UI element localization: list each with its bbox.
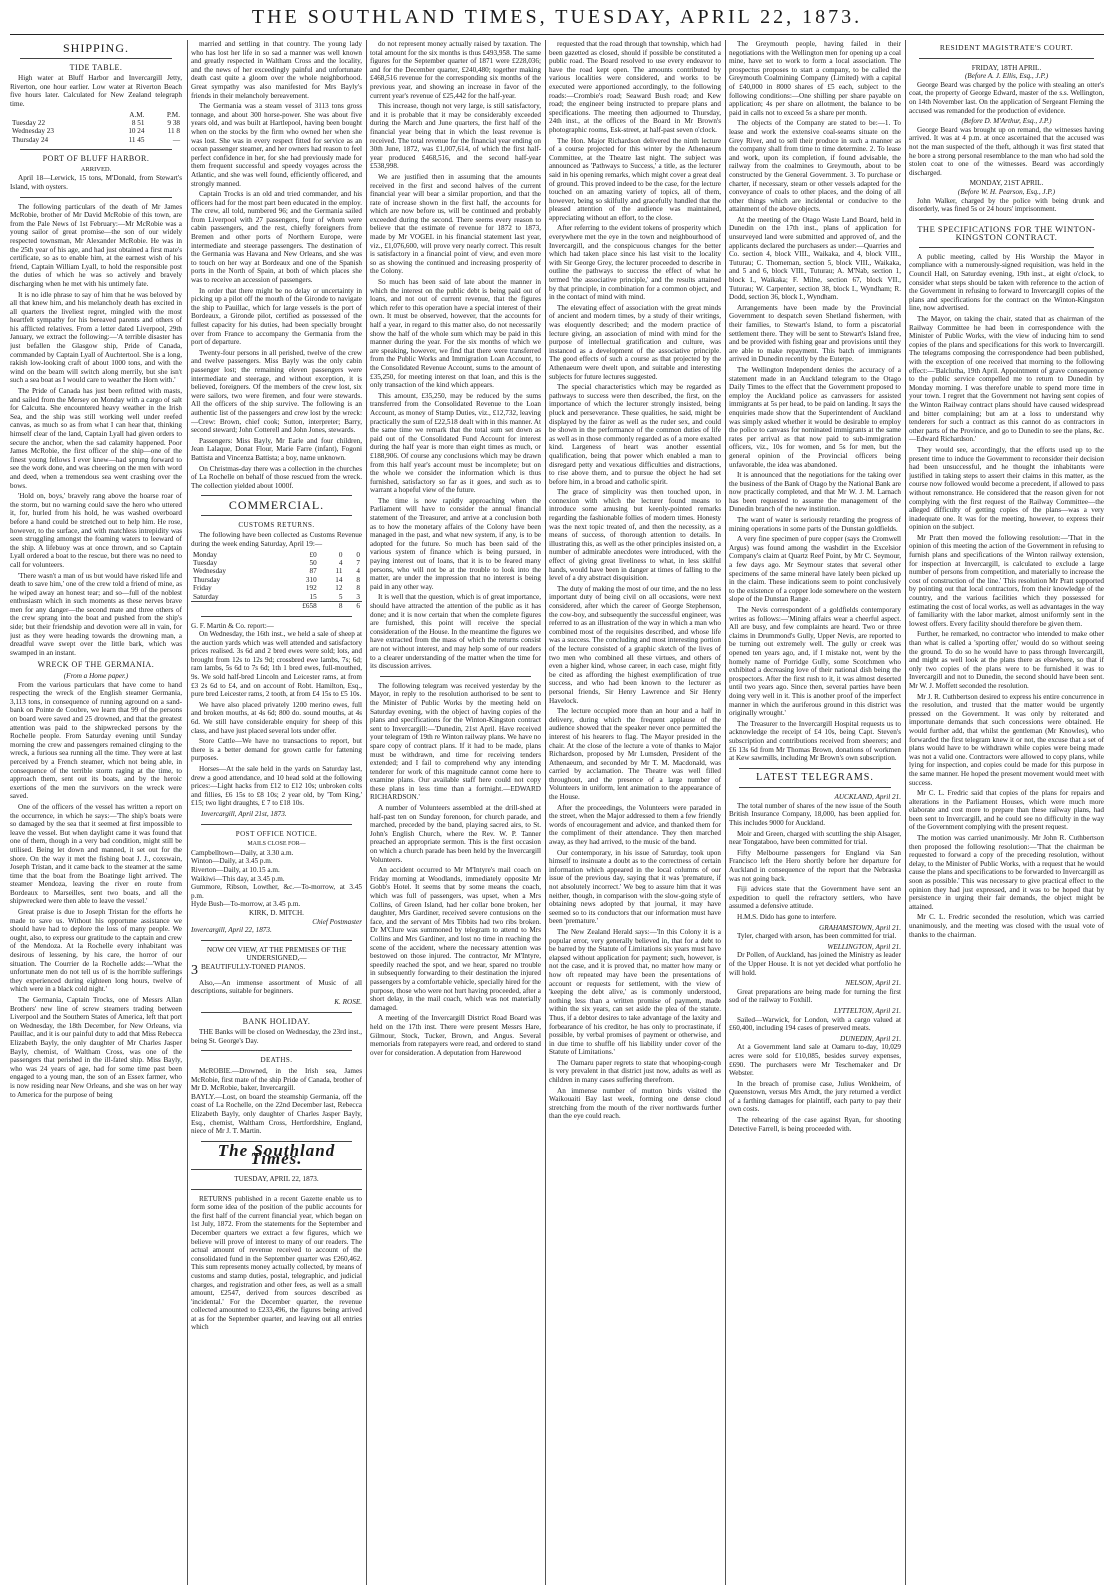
column-2	[191, 40, 362, 1585]
divider	[739, 768, 891, 769]
paragraph: The Hon. Major Richardson delivered the ninth lecture of a course projected for this winter by the Athenaeum Committee, at the Theatre last night. The subject was announced as 'Pathways to Success,' a title, as the lecturer said in his opening remarks, which might cover a great deal of ground. This proved indeed to be the case, for the lecture touched on an amazing variety of topics, all of them, however, being so skilfully and gracefully handled that the pleased attention of the audience was maintained, appreciating without an effort, to the close.	[549, 136, 721, 222]
paragraph: George Beard was charged by the police with stealing an otter's coat, the property of George Edward, master of the s.s. Wellington, on 14th November last. On the application of Sergeant Fleming the accused was remanded for the production of evidence.	[909, 80, 1104, 115]
shipping-heading: SHIPPING.	[62, 41, 129, 55]
tide-intro: High water at Bluff Harbor and Invercargill Jetty, Riverton, one hour earlier. Low water at Riverton Beach five hours later. Calculated for New Zealand telegraph time.	[10, 74, 182, 108]
paragraph: This increase, though not very large, is still satisfactory, and it is probable that it may be considerably exceeded during the March and June quarters, the first half of the financial year being that in which the least revenue is received. The total revenue for the financial year ending on 30th June, 1872, was £1,007,614, of which the first half-year produced £468,516, and the second half-year £538,998.	[370, 102, 541, 171]
pianos-count: 3	[191, 962, 198, 978]
divider	[201, 495, 352, 496]
table-row: Saturday 15 5 3	[193, 592, 360, 601]
court-day: FRIDAY, 18TH APRIL.	[971, 63, 1042, 72]
divider	[201, 940, 352, 941]
pianos-line: BEAUTIFULLY-TONED PIANOS.	[201, 962, 306, 971]
telegram-place: LYTTELTON, April 21.	[834, 1006, 901, 1015]
customs-heading: CUSTOMS RETURNS.	[238, 520, 315, 529]
paragraph: From the various particulars that have come to hand respecting the wreck of the English steamer Germania, 3,113 tons, in consequence of running aground on a sand-bank on Pointe de Coubre, we learn that 99 of the persons on board were saved and 25 drowned, and that the greatest attention was paid to the shipwrecked persons by the Rochelle people. From Saturday evening until Sunday morning the crew and passengers remained clinging to the wreck, a furious sea running all the time. They were at last perceived by a French steamer, which not being able, in consequence of the terrible storm raging at the time, to approach them, sent out its boats, and by the heroic exertions of the men the survivors on the wreck were saved.	[10, 680, 182, 801]
telegram-place: DUNEDIN, April 21.	[840, 1034, 901, 1043]
pianos-heading: NOW ON VIEW, AT THE PREMISES OF THE UNDERSIGNED,—	[206, 945, 347, 963]
court-before: (Before A. J. Ellis, Esq., J.P.)	[964, 72, 1049, 81]
divider	[20, 149, 172, 150]
divider	[201, 824, 352, 825]
paragraph: A public meeting, called by His Worship the Mayor in compliance with a numerously-signed requisition, was held in the Council Hall, on Saturday evening, 19th inst., at eight o'clock, to consider what steps should be taken with reference to the action of the Government in refusing to forward to Invercargill copies of the plans and specifications for the contract on the Winton-Kingston line, now advertised.	[909, 252, 1104, 313]
telegram-place: WELLINGTON, April 21.	[827, 942, 901, 951]
paragraph: Store Cattle—We have no transactions to report, but there is a better demand for grown cattle for fattening purposes.	[191, 737, 362, 763]
paragraph: An immense number of mutton birds visited the Waikouaiti Bay last week, forming one dense cloud stretching from the mouth of the river northwards further than the eye could reach.	[549, 1086, 721, 1121]
paragraph: A meeting of the Invercargill District Road Board was held on the 17th inst. There were present Messrs Hare, Gilmour, Stock, Tucker, Brown, and Angus. Several memorials from ratepayers were read, and ordered to stand over for consideration. A deputation from Harewood	[370, 1014, 541, 1057]
paragraph: The Germania, Captain Trocks, one of Messrs Allan Brothers' new line of screw steamers trading between Liverpool and the Southern States of America, left that port on Wednesday, the 18th December, for New Orleans, via Pauillac, and it is our painful duty to add that Miss Rebecca Elizabeth Bayly, the only daughter of Mr Charles Jasper Bayly, chemist, of Waltham Cross, was one of the passengers that perished in the ill-fated ship. Miss Bayly, who was 24 years of age, had for some time past been engaged to a young man, the son of an Essex farmer, who is now residing near New Orleans, and she was on her way to America for the purpose of being	[10, 996, 182, 1099]
masthead: THE SOUTHLAND TIMES, TUESDAY, APRIL 22, 1873.	[251, 6, 863, 28]
paragraph: A number of Volunteers assembled at the drill-shed at half-past ten on Sunday forenoon, for church parade, and marched, preceded by the band, playing sacred airs, to St. John's English Church, where the Rev. W. P. Tanner preached an appropriate sermon. This is the first occasion on which a church parade has been held by the Invercargill Volunteers.	[370, 804, 541, 864]
paragraph: The time is now rapidly approaching when the Parliament will have to consider the annual financial statement of the Treasurer, and arrive at a conclusion both as to how the monetary affairs of the Colony have been managed in the past, and what new system, if any, is to be adopted for the future. So much has been said of the various system of finance which is being pursued, in paying interest out of loans, that it is to be feared many persons, who will not be at the trouble to look into the matter, are under the impression that no interest is being paid in any other way.	[370, 496, 541, 591]
paragraph: Mr J. R. Cuthbertson desired to express his entire concurrence in the resolution, and trusted that the matter would be urgently pressed on the Government. It was only by reiterated and importunate demands that such concessions were obtained. He would further add, that whilst the gentleman (Mr Knowles), who forwarded the first telegram knew it or not, the excuse that a set of plans would have to be withdrawn while copies were being made was not a valid one. Contractors were allowed to copy plans, while lying for inspection, and copies could be made for this purpose in the same manner. He hoped the present movement would meet with success.	[909, 692, 1104, 787]
court-heading: RESIDENT MAGISTRATE'S COURT.	[939, 43, 1074, 52]
paragraph: The elevating effect of association with the great minds of ancient and modern times, by a study of their writings, was eloquently described; and the modern practice of lecture giving, an association of mind with mind for the purpose of intellectual gratification and culture, was instanced as a development of the associative principle. The good effects of such a course as that projected by the Athenaeum were dwelt upon, and suitable and interesting subjects for future lectures suggested.	[549, 303, 721, 381]
paragraph: It is no idle phrase to say of him that he was beloved by all that knew him, and his melancholy death has excited in all quarters the liveliest regret, mingled with the most heartfelt sympathy for his bereaved parents and others of his afflicted relatives. From a letter dated Liverpool, 29th January, we extract the following:—'A terrible disaster has just befallen the Glasgow ship, Pride of Canada, commanded by Captain Lyall of Auchtertool. She is a long, rakish low-looking craft of about 1000 tons, and with the wind on the beam will switch along merrily, but she isn't such a sea boat as I would care to weather the Horn with.'	[10, 290, 182, 385]
column-1	[10, 40, 182, 1585]
court-before: (Before D. M'Arthur, Esq., J.P.)	[961, 117, 1052, 126]
paragraph: The following telegram was received yesterday by the Mayor, in reply to the resolution authorised to be sent to the Minister of Public Works by the meeting held on Saturday evening, with the object of having copies of the plans and specifications for the Winton-Kingston contract sent to Invercargill:—'Dunedin, 21st April. Have received your telegram of 19th re Winton railway plans. We have no spare copy of contract plans. If it had to be made, plans must be withdrawn, and time for receiving tenders extended; and I fail to comprehend why any intending tenderer for work of this magnitude cannot come here to examine plans. Our available staff here could not copy these plans in less time than a fortnight.—EDWARD RICHARDSON.'	[370, 681, 541, 802]
post-line: Winton—Daily, at 3.45 p.m.	[191, 857, 273, 866]
paragraph: We have also placed privately 1200 merino ewes, full and broken mouths, at 4s 6d; 800 do. sound mouths, at 4s 6d. We still have considerable enquiry for sheep of this class, and have just placed several lots under offer.	[191, 700, 362, 735]
paragraph: An accident occurred to Mr M'Intyre's mail coach on Friday morning at Woodlands, immediately opposite Mr Gobb's Hotel. It seems that by some means the coach, which was full of passengers, was upset, when a Mrs Collins, of Green Island, had her collar bone broken, her daughter, Mrs Gardiner, received severe contusions on the face, and the servant of Mrs Tibbits had two ribs broken. Dr M'Clure was summoned by telegram to attend to Mrs Collins and Mrs Gardiner, and lost no time in reaching the scene of the accident, where the necessary attention was bestowed on those injured. The contractor, Mr M'Intyre, speedily reached the spot, and we hear, spared no trouble in subsequently forwarding to their destination the injured passengers by a comfortable vehicle, specially hired for the purpose, those who were not hurt having proceeded, after a short delay, in the mail coach, which was not materially damaged.	[370, 866, 541, 1012]
paragraph: After the proceedings, the Volunteers were paraded in the street, when the Major addressed to them a few friendly words of encouragement and advice, and thanked them for the compliment of their attendance. They then marched away, as they had arrived, to the music of the band.	[549, 803, 721, 847]
paragraph: The following particulars of the death of Mr James McRobie, brother of Mr David McRobie of this town, are from the Pale News of 1st February:—Mr McRobie was a young sailor of great promise—the son of our widely respected townsman, Mr Alexander McRobie. He was in the 25th year of his age, and had just obtained a first mate's certificate, so as to enable him, at the earnest wish of his friend, Captain William Lyall, to hold the responsible post the duties of which he was so actively and bravely discharging when he met with his untimely fate.	[10, 202, 182, 288]
tide-table-heading: TIDE TABLE.	[69, 62, 123, 72]
paragraph: requested that the road through that township, which had been gazetted as closed, should if possible be constituted a public road. The Board resolved to use every endeavor to have the road kept open. The amounts contributed by various localities were considered, and works to be executed were apportioned accordingly, to the following roads:—Crombie's road; Seaward Bush road; and Kew road; the engineer being instructed to prepare plans and specifications. The meeting then adjourned to Thursday, 24th inst., at the offices of the Board in Mr Brown's photographic rooms, Esk-street, at half-past seven o'clock.	[549, 40, 721, 134]
paragraph: The Oamaru paper regrets to state that whooping-cough is very prevalent in that district just now, adults as well as children in many cases suffering therefrom.	[549, 1058, 721, 1085]
divider	[20, 197, 172, 198]
post-office-heading: POST OFFICE NOTICE.	[235, 829, 318, 838]
post-line: Campbelltown—Daily, at 3.30 a.m.	[191, 848, 294, 857]
divider	[919, 219, 1094, 220]
pianos-text: Also,—An immense assortment of Music of all descriptions, suitable for beginners.	[191, 978, 362, 996]
table-row: Wednesday 87 11 4	[193, 567, 360, 576]
specifications-heading: THE SPECIFICATIONS FOR THE WINTON-KINGSTON CONTRACT.	[917, 223, 1096, 243]
paragraph: The duty of making the most of our time, and the no less important duty of being civil on all occasions, were next considered, after which the career of George Stephenson, the cow-boy, and subsequently the successful engineer, was referred to as an illustration of the way in which a man who combined most of the requisites described, and whose life was a success. The concluding and most interesting portion of the lecture consisted of a graphic sketch of the lives of two men who combined all these virtues, and others of even a higher kind, whose career, in each case, might fitly be cited as affording the highest exemplification of true success, and who had been known to the lecturer as personal friends, Sir Henry Lawrence and Sir Henry Havelock.	[549, 584, 721, 705]
date-line: TUESDAY, APRIL 22, 1873.	[234, 1174, 319, 1183]
paragraph: Our contemporary, in his issue of Saturday, took upon himself to insinuate a doubt as to the correctness of certain information which appeared in the local columns of our issue of the previous day, saying that it was 'premature, if not absolutely incorrect.' We beg to assure him that it was neither, though, in comparison with the slow-going style of obtaining news adopted by that journal, it may have seemed so to its conductors that our information must have been 'premature.'	[549, 848, 721, 926]
paragraph: The Treasurer to the Invercargill Hospital requests us to acknowledge the receipt of £4 10s, being Capt. Steven's subscription and contributions received from sheerers; and £6 13s 6d from Mr Thomas Brown, donations of workmen at Kew sawmills, including Mr Brown's own subscription.	[729, 719, 901, 763]
paragraph: The Greymouth people, having failed in their negotiations with the Wellington men for opening up a coal mine, have set to work to form a local association. The prospectus proposes to start a company, to be called the Greymouth Coalmining Company (Limited) with a capital of £40,000 in 8000 shares of £5 each, subject to the following conditions:—One shilling per share payable on application; 4s per share on allotment, the balance to be paid in calls not to exceed 5s a share per month.	[729, 40, 901, 117]
column-4	[549, 40, 721, 1585]
telegram-text: The total number of shares of the new issue of the South British Insurance Company, 18,000, has been applied for. This includes 9000 for Auckland.	[729, 801, 901, 828]
telegram-text: In the breach of promise case, Julius Wenkheim, of Queenstown, versus Mrs Arndt, the jury returned a verdict of a farthing damages for plaintiff, each party to pay their own costs.	[729, 1079, 901, 1114]
telegram-text: At a Government land sale at Oamaru to-day, 10,029 acres were sold for £10,085, besides survey expenses, £690. The purchasers were Mr Teschemaker and Dr Webster.	[729, 1043, 901, 1078]
post-line: Hyde Bush—To-morrow, at 3.45 p.m.	[191, 900, 301, 909]
telegram-list	[729, 793, 901, 1133]
telegram-text: Moir and Green, charged with scuttling the ship Alsager, near Tongataboo, have been committed for trial.	[729, 829, 901, 847]
telegram-text: Great preparations are being made for turning the first sod of the railway to Foxhill.	[729, 987, 901, 1005]
paragraph: The special characteristics which may be regarded as pathways to success were then described, the first, on the importance of which the lecturer strongly insisted, being pluck and perseverance. These qualities, he said, might be displayed by the fairer as well as the ruder sex, and could be shown in the performance of the common duties of life as well as in those commonly regarded as of a more exalted kind. Largeness of heart was another essential qualification, being that power which enabled a man to disregard petty and vexatious difficulties and distractions, to rise above them, and to pursue the object he had set before him, in a broad and catholic spirit.	[549, 383, 721, 486]
telegram-place: GRAHAMSTOWN, April 21.	[819, 923, 901, 932]
commercial-heading: COMMERCIAL.	[228, 498, 325, 513]
paragraph: George Beard was brought up on remand, the witnesses having arrived. It was at 4 p.m. at once ascertained that the accused was not the man suspected of the theft, although it was first stated that he bore a strong personal resemblance to the man who had sold the stolen coat to one of the witnesses. Beard was accordingly discharged.	[909, 125, 1104, 177]
paragraph: do not represent money actually raised by taxation. The total amount for the six months is thus £493,958. The same figures for the September quarter of 1871 were £228,036; and for the December quarter, £240,480; together making £468,516 revenue for the corresponding six months of the previous year, and showing an increase in favor of the current year's revenue of £25,442 for the half-year.	[370, 40, 541, 100]
pianos-signature: K. ROSE.	[334, 998, 362, 1007]
paragraph: John Walker, charged by the police with being drunk and disorderly, was fined 5s or 24 hours' imprisonment.	[909, 196, 1104, 214]
table-row: Friday 192 12 8	[193, 584, 360, 593]
paragraph: Arrangements have been made by the Provincial Government to despatch seven Shetland fishermen, with their families, to Stewart's Island, to form a piscatorial settlement there. They will be sent to Stewart's Island free, and be provided with fishing gear and provisions until they are able to make repayment. This batch of immigrants arrived in Dunedin recently by the Euterpe.	[729, 303, 901, 364]
customs-intro: The following have been collected as Customs Revenue during the week ending Saturday, April 19:—	[191, 531, 362, 549]
paragraph: Mr C. L. Fredric said that copies of the plans for repairs and alterations in the Parliament Houses, which were much more elaborate and cost more to prepare than these railway plans, had been sent to Invercargill, and he could see no difficulty in the way of the Government complying with the present request.	[909, 789, 1104, 832]
paragraph: Passengers: Miss Bayly, Mr Earle and four children, Jean Lalaque, Donat Flour, Marie Farre (infant), Fogoni Battista and Vincenza Battista; a boy, name unknown.	[191, 436, 362, 462]
pianos-ad	[191, 962, 362, 978]
column-6	[909, 40, 1104, 1585]
paragraph: In order that there might be no delay or uncertainty in picking up a pilot off the mouth of the Gironde to navigate the ship to Pauillac, which for large vessels is the port of Bordeaux, a Gironde pilot, certified as possessed of the fullest capacity for his duties, had been specially brought over from France to accompany the Germania from the port of departure.	[191, 286, 362, 347]
paragraph: The lecture occupied more than an hour and a half in delivery, during which the frequent applause of the audience showed that the speaker never once permitted the interest of his hearers to flag. The Mayor presided in the chair. At the close of the lecture a vote of thanks to Major Richardson, proposed by Mr Lumsden, President of the Athenaeum, and seconded by Mr T. M. Macdonald, was carried by acclamation. The Theatre was well filled throughout, and the presence of a large number of Volunteers in uniform, lent animation to the appearance of the House.	[549, 707, 721, 802]
wreck-heading: WRECK OF THE GERMANIA.	[37, 660, 155, 670]
tide-table: A.M. P.M. Tuesday 22 8 51 9 38 Wednesday 23 10 24 11 8 Thursday 24 11 45 —	[12, 110, 180, 144]
telegram-text: Fifty Melbourne passengers for England via San Francisco left the Hero shortly before her departure for Auckland in consequence of the report that the Nebraska was not going back.	[729, 848, 901, 883]
paragraph: 'Hold on, boys,' bravely rang above the hoarse roar of the storm, but no warning could save the hero who uttered it, for, hurled from his hold, he was washed overboard before a hand could be stretched out to help him. He rose, however, to the surface, and with matchless intrepidity was seen struggling amongst the foaming waters to leeward of the ship. A lifebuoy was at once thrown, and so Captain Lyall ordered a boat to the rescue, but there was no need to call for volunteers.	[10, 492, 182, 569]
paragraph: Captain Trocks is an old and tried commander, and his officers had for the most part been educated in the employ. The crew, all told, numbered 96; and the Germania sailed from Liverpool with 27 passengers, four of whom were cabin passengers, and the rest, chiefly foreigners from Bremen and other ports of Northern Europe, were intermediate and steerage passengers. The destination of the Germania was Havana and New Orleans, and she was to touch on her way at Bordeaux and one of the Spanish ports in the North of Spain, at both of which places she was to receive an accession of passengers.	[191, 190, 362, 285]
deaths-heading: DEATHS.	[260, 1056, 293, 1065]
paragraph: At the meeting of the Otago Waste Land Board, held in Dunedin on the 17th inst., plans of application for unsurveyed land were submitted and approved of, and the applicants declared the purchasers as under:—Quarries and Co. section 4, block VIII., Waikaka, and 4, block VIII., Tuturau; C. Thomeman, section 5, block VIII., Waikaka, and 5 and 6, block VIII., Tuturau; A. M'Nab, section 1, block I., Waikaka; F. Milne, section 67, block VII., Tuturau; W. Carpenter, section 38, block I., Wyndham; R. Dodd, section 36, block I., Wyndham.	[729, 215, 901, 302]
paragraph: On Wednesday, the 16th inst., we held a sale of sheep at the auction yards which was well attended and satisfactory prices realised. 3s 6d and 2 bred ewes were sold; lots, and brought from 12s to 12s 9d; crossbred ewe lambs, 7s; 6d; ram lambs, 5s 6d to 7s 6d; 1th 1 bred ewes, full-mouthed, 9s. We sold half-bred Lincoln and Leicester rams, at from £3 2s 6d to £4, and on account of Robt. Hamilton, Esq., pure bred Leicester rams, 2 tooth, at from £4 15s to £5 10s.	[191, 630, 362, 699]
bank-holiday-heading: BANK HOLIDAY.	[242, 1016, 311, 1026]
paragraph: So much has been said of late about the manner in which the interest on the public debt is being paid out of loans, and not out of current revenue, that the figures which refer to this operation have a special interest of their own. It must be observed, however, that the accounts for half a year, in regard to this matter also, do not necessarily show the half of the whole sum which may be paid in this manner during the year. For the six months of which we are speaking, however, we find that there were transferred from the Public Works and Immigration Loan Account, to the Consolidated Revenue Account, sums to the amount of £35,250, for meeting interest on that loan, and this is the only transaction of the kind which appears.	[370, 278, 541, 390]
port-heading: PORT OF BLUFF HARBOR.	[42, 154, 150, 164]
post-line: Riverton—Daily, at 10.15 a.m.	[191, 865, 280, 874]
newspaper-title: The Southland Times.	[217, 1140, 336, 1169]
paragraph: Mr C. L. Fredric seconded the resolution, which was carried unanimously, and the meeting was closed with the usual vote of thanks to the chairman.	[909, 913, 1104, 939]
paragraph: We are justified then in assuming that the amounts received in the first and second halves of the current financial year will bear a similar proportion, and that the rate of increase shown in the first half, the accounts for which are now before us, will be continued and probably exceeded during the second. There seems every reason to believe that the estimate of revenue for 1872 to 1873, made by Mr VOGEL in his financial statement last year, viz., £1,076,600, will prove very nearly correct. This result is satisfactory in a financial point of view, and even more so as showing the continued and increasing prosperity of the Colony.	[370, 172, 541, 276]
divider	[201, 616, 352, 617]
post-line: Gummore, Ribson, Lowther, &c.—To-morrow, at 3.45 p.m.	[191, 883, 362, 900]
tide-row: Tuesday 22 8 51 9 38	[12, 118, 180, 127]
post-date: Invercargill, April 22, 1873.	[191, 926, 272, 935]
paragraph: The Nevis correspondent of a goldfields contemporary writes as follows:—'Mining affairs wear a cheerful aspect. All are busy, and few complaints are heard. Two or three claims in Drummond's Gully, Upper Nevis, are reported to be turning out extremely well. The gully or creek was opened ten years ago, and, if I mistake not, went by the homely name of Porridge Gully, some Scotchmen who exhibited a decreasing love of their national dish being the prospectors. After the first rush to it, it was almost deserted until two years ago. Since then, several parties have been doing very well in it. This is another proof of the imperfect manner in which the auriferous ground in this district was originally wrought.'	[729, 606, 901, 718]
paragraph: After referring to the evident tokens of prosperity which everywhere met the eye in the town and neighbourhood of Invercargill, and the conspicuous changes for the better which had taken place since his last visit to the locality with Sir George Grey, the lecturer proceeded to describe in outline the pathways to success the effect of what he termed 'the associative principle,' and the results attained by that principle, in combination for a common object, and in the contact of mind with mind.	[549, 224, 721, 302]
divider	[201, 1050, 352, 1051]
deaths-text: McROBIE.—Drowned, in the Irish sea, James McRobie, first mate of the ship Pride of Canada, brother of Mr D. McRobie, baker, Invercargill. BAYLY.—Lost, on board the steamship Germania, off the coast of La Rochelle, on the 22nd December last, Rebecca Elizabeth Bayly, only daughter of Charles Jasper Bayly, Esq., chemist, Waltham Cross, Hertfordshire, England, niece of Mr J. T. Martin.	[191, 1067, 362, 1136]
post-signature: KIRK, D. MITCH.	[249, 908, 304, 917]
paragraph: RETURNS published in a recent Gazette enable us to form some idea of the position of the public accounts for the first half of the current financial year, which began on 1st July, 1872. From the statements for the September and December quarters we extract a few figures, which we believe will prove of interest to many of our readers. The actual amount of revenue received to account of the consolidated fund in the September quarter was £260,462. This sum represents money actually collected, by means of customs and stamp duties, postal, telegraphic, and judicial charges, and registration and other fees, as well as a small amount, £2547, derived from sources described as 'incidental.' For the December quarter, the revenue collected amounted to £233,496, the figures being arrived at as for the September quarter, and leaving out all entries which	[191, 1194, 362, 1332]
table-row: Tuesday 50 4 7	[193, 559, 360, 568]
customs-table	[191, 551, 362, 611]
table-row: Thursday 310 14 8	[193, 575, 360, 584]
court-day: MONDAY, 21ST APRIL.	[969, 179, 1044, 188]
latest-telegrams-heading: LATEST TELEGRAMS.	[756, 771, 874, 783]
wreck-subheading: (From a Home paper.)	[63, 672, 129, 681]
column-divider	[545, 40, 546, 1585]
column-divider	[187, 40, 188, 1585]
martin-report-heading: G. F. Martin & Co. report:—	[191, 621, 274, 630]
paragraph: The Wellington Independent denies the accuracy of a statement made in an Auckland telegram to the Otago Daily Times to the effect that the Government proposed to employ the Auckland police as canvassers for assisted immigrants at 5s per head, to be paid on landing. It says the enquiries made show that the Superintendent of Auckland was simply asked whether it would be desirable to employ the police to canvass for nominated immigrants at the same rates per arrival as that now paid to sub-immigration officers, viz., 10s for women, and 5s for men, but the general opinion of the Provincial officers being unfavorable, the idea was abandoned.	[729, 365, 901, 469]
divider	[919, 247, 1094, 248]
divider	[201, 515, 352, 516]
paragraph: Twenty-four persons in all perished, twelve of the crew and twelve passengers. Miss Bayly was the only cabin passenger lost; the remaining eleven passengers were intermediate and steerage, and without exception, it is believed, foreigners. Of the members of the crew lost, six were sailors, two were firemen, and four were stewards. All the officers of the ship survive. The following is an authentic list of the passengers and crew lost by the wreck:—Crew: Brown, chief cook; Sutton, interpreter; Barry, second steward; John Cotterell and John Jones, stewards.	[191, 348, 362, 435]
paragraph: One of the officers of the vessel has written a report on the occurrence, in which he says:—'The ship's boats were so damaged by the sea that it seemed at first impossible to leave the vessel. But when daylight came it was found that one of them, though in a very bad condition, might still be utilised. Being let down and manned, it set out for the shore. On the way it met the fishing boat J. J., coxswain, Joseph Tristan, and it came back to the steamer at the same time that the boat from the Boatinge light arrived. The steamer Mendoza, leaving the river en route from Bordeaux to Marseilles, sent two boats, and all the shipwrecked were then able to leave the vessel.'	[10, 802, 182, 906]
bank-holiday-text: THE Banks will be closed on Wednesday, the 23rd inst., being St. George's Day.	[191, 1028, 362, 1045]
divider	[191, 1189, 362, 1190]
divider	[739, 787, 891, 788]
post-line: Waikiwi—This day, at 3.45 p.m.	[191, 874, 285, 883]
paragraph: married and settling in that country. The young lady who has lost her life in so sad a manner was well known and greatly respected in Waltham Cross and the locality, and the news of her exceedingly painful and unfortunate death cast quite a gloom over the whole neighborhood. Great sympathy was also manifested for Mrs Bayly's friends in their melancholy bereavement.	[191, 40, 362, 100]
paragraph: The want of water is seriously retarding the progress of mining operations in some parts of the Dunstan goldfields.	[729, 516, 901, 533]
paragraph: The Mayor, on taking the chair, stated that as chairman of the Railway Committee he had been in correspondence with the Minister of Public Works, with the view of inducing him to send copies of the plans and specifications for this work to Invercargill. The telegrams composing the correspondence had been published, with the exception of one received that morning to the following effect:—'Balclutha, 19th April. Appointment of grave consequence to the public service compelled me to return to Dunedin by Monday morning. I was therefore unable to spend more time in your town. I regret that the Government not having sent copies of the Winton Railway contract plans should have caused widespread and bitter complaining; but am at a loss to understand why tenderers for such a contract as this cannot do as contractors in other parts of the Province, and go to Dunedin to see the plans, &c.—Edward Richardson.'	[909, 315, 1104, 444]
paragraph: 'There wasn't a man of us but would have risked life and death to save him,' one of the crew told a friend of mine, as he wiped away an honest tear; and so—full of the noblest enthusiasm which in such moments as these nerves brave men for any danger—the second mate and three others of the crew sprang into the boat and pushed from the ship's side; but their friendship and devotion were all in vain, for just as they were heading towards the drowning man, a dreadful wave swept over the little bark, which was swamped in an instant.	[10, 571, 182, 657]
masthead-rule	[10, 34, 1104, 35]
telegram-text: Tyler, charged with arson, has been committed for trial.	[737, 932, 897, 941]
telegram-text: Sailed—Warwick, for London, with a cargo valued at £60,400, including 194 cases of preserved meats.	[729, 1015, 901, 1033]
paragraph: The objects of the Company are stated to be:—1. To lease and work the extensive coal-seams situate on the Grey River, and to sell their produce in such a manner as the company shall from time to time determine. 2. To lease and work, upon its completion, if found advisable, the railway from the coalmines to Greymouth, about to be constructed by the General Government. 3. To purchase or charter, if necessary, steam or other vessels adapted for the conveyance of coals to other places, and the doing of all other things which are incidental or conducive to the attainment of the above objects.	[729, 119, 901, 214]
tide-row: Thursday 24 11 45 —	[12, 135, 180, 144]
telegram-text: Dr Pollen, of Auckland, has joined the Ministry as leader of the Upper House. It is not yet decided what portfolio he will hold.	[729, 951, 901, 977]
paragraph: Further, he remarked, no contractor who intended to make other than what is called a 'sporting offer,' would do so without seeing the ground. To do so he would have to pass through Invercargill, and might as well look at the plans there as elsewhere, so that if only two copies of the plans were to be furnished it was to Invercargill and not to Dunedin, the second should have been sent. Mr W. J. Moffett seconded the resolution.	[909, 630, 1104, 690]
paragraph: It is announced that the negotiations for the taking over the business of the Bank of Otago by the National Bank are now practically completed, and that Mr W. J. M. Larnach has been requested to assume the management of the Dunedin branch of the new institution.	[729, 471, 901, 514]
column-3	[370, 40, 541, 1585]
paragraph: It is well that the question, which is of great importance, should have attracted the attention of the public as it has done; and it is now certain that when the complete figures are furnished, this point will receive the special consideration of the House. In the meantime the figures we have extracted from the mass of which the returns consist are not without interest, and may help some of our readers to a clearer understanding of the matter when the time for its discussion arrives.	[370, 593, 541, 671]
table-total-row: £658 8 6	[191, 602, 362, 611]
telegram-text: H.M.S. Dido has gone to interfere.	[737, 913, 837, 921]
arrived-heading: ARRIVED.	[80, 165, 112, 173]
telegram-place: NELSON, April 21.	[845, 979, 901, 988]
column-divider	[366, 40, 367, 1585]
post-signature-title: Chief Postmaster	[312, 917, 362, 926]
paragraph: Horses—At the sale held in the yards on Saturday last, drew a good attendance, and 10 head sold at the following prices:—Light hacks from £12 to £12 10s; unbroken colts and fillies, £6 15s to £8 10s; 2 year old, by 'Tom King,' £15; two light draughts, £ 7 to £18 10s.	[191, 765, 362, 808]
post-office-subheading: MAILS CLOSE FOR—	[247, 841, 306, 848]
paragraph: The New Zealand Herald says:—'In this Colony it is a popular error, very generally believed in, that for a debt to be barred by the Statute of Limitations six years must have elapsed without application for payment; such, however, is not the case, and it is proved that, no matter how many or how oft repeated may have been the presentations of account or requests for settlement, with the view of 'keeping the debt alive,' as is commonly understood, nothing less than a written promise of payment, made within the six years, can set aside the plea of the statute. Thus, if a debtor desires to take advantage of the laxity and forbearance of his creditor, he has only to procrastinate, if possible, by verbal promises of payment or otherwise, and in due time to shuffle off his liability under cover of the Statute of Limitations.'	[549, 927, 721, 1057]
paragraph: They would see, accordingly, that the efforts used up to the present time to induce the Government to reconsider their decision had been unsuccessful, and he thought the inhabitants were justified in taking steps to assert their claims in this matter, as the course now followed would become a precedent, if allowed to pass without remonstrance. He considered that the reason given for not complying with the first request of the Railway Committee—the alleged difficulty of getting copies of the plans—was a very inadequate one. It was for the meeting, however, to express their opinion on the subject.	[909, 445, 1104, 532]
telegram-text: Fiji advices state that the Government have sent an expedition to quell the refractory settlers, who have assumed a defensive attitude.	[729, 885, 901, 911]
arrived-text: April 18—Lerwick, 15 tons, M'Donald, from Stewart's Island, with oysters.	[10, 174, 182, 191]
paragraph: On Christmas-day there was a collection in the churches of La Rochelle on behalf of those rescued from the wreck. The collection yielded about 1000f.	[191, 464, 362, 490]
divider	[201, 1012, 352, 1013]
tide-row: Wednesday 23 10 24 11 8	[12, 127, 180, 136]
telegram-text: The rehearing of the case against Ryan, for shooting Detective Farrell, is being proceeded with.	[729, 1116, 901, 1133]
column-5	[729, 40, 901, 1585]
table-row: Monday £0 0 0	[193, 550, 360, 559]
paragraph: Great praise is due to Joseph Tristan for the efforts he made to save us. Without his opportune assistance we should have had to deplore the loss of many people. We ought, also, to express our gratitude to the captain and crew of the Mendoza. At la Rochelle every inhabitant was desirous of lessening, by his care, the horror of our situation. The Courrier de la Rochelle adds:—'What the unfortunate men do not tell us of is the horrible sufferings they experienced during eighteen long hours, twelve of which were in a black cold night.'	[10, 908, 182, 994]
paragraph: The Pride of Canada has just been refitted with masts, and sailed from the Mersey on Monday with a cargo of salt for Calcutta. She encountered heavy weather in the Irish Sea, and the ship was still working well under reefed canvas, as much so as from what I can hear that, thinking himself clear of the land, Captain Lyall had given orders to secure the anchor, when the sad calamity happened. Poor James McRobie, the first officer of the ship—one of the finest young fellows I ever knew—had sprung forward to see the work done, and was cheering on the men with word and deed, when a tremendous sea went crashing over the bows.	[10, 387, 182, 490]
paragraph: The Germania was a steam vessel of 3113 tons gross tonnage, and about 300 horse-power. She was about five years old, and was built at Hartlepool, having been bought when on the stocks by the firm who owned her when she was lost. She was in every respect fitted for service as an ocean passenger steamer, and her owners had reason to feel perfect confidence in her, for she had previously made for them frequent successful and speedy voyages across the Atlantic, and she was well found, efficiently officered, and strongly manned.	[191, 102, 362, 188]
paragraph: A very fine specimen of pure copper (says the Cromwell Argus) was found among the washdirt in the Excelsior Company's claim at Quartz Reef Point, by Mr C. Seymour, a few days ago. Mr Seymour states that several other specimens of the same mineral have lately been picked up in the claim. These indications seem to point conclusively to the existence of a copper lode somewhere on the western slope of the Dunstan Range.	[729, 535, 901, 604]
divider	[919, 58, 1094, 59]
divider	[191, 1169, 362, 1170]
report-date: Invercargill, April 21st, 1873.	[201, 809, 287, 818]
column-divider	[905, 40, 906, 1585]
column-divider	[725, 40, 726, 1585]
divider	[380, 676, 531, 677]
paragraph: This amount, £35,250, may be reduced by the sums transferred from the Consolidated Revenue to the Loan Account, as money of Stamp Duties, viz., £12,732, leaving practically the sum of £22,518 dealt with in this manner. At the same time we remark that the total sum set down as paid out of the Consolidated Fund Account for interest during the half year is more than eight times as much, or £188,906. Of course any conclusions which may be drawn from this half year's account must be incomplete; but on the whole we consider the information which is thus furnished, satisfactory so far as it goes, and such as to warrant a hopeful view of the future.	[370, 391, 541, 495]
paragraph: The motion was carried unanimously. Mr John R. Cuthbertson then proposed the following resolution:—'That the chairman be requested to forward a copy of the preceding resolution, without delay, to the Minister of Public Works, with a request that he would cause the plans and specifications to be forwarded to Invercargill as soon as possible.' This was necessary to give practical effect to the opinion they had just expressed, and it was to be hoped that by persistence in urging their fair demands, the object might be attained.	[909, 834, 1104, 911]
telegram-place: AUCKLAND, April 21.	[834, 793, 901, 802]
paragraph: The grace of simplicity was then touched upon, in connexion with which the lecturer found means to introduce some amusing but keenly-pointed remarks regarding the fashionable follies of modern times. Honesty was the next topic treated of, and then the necessity, as a means of success, of thorough attention to details. In illustrating this, as well as the other principles insisted on, a number of admirable anecdotes were introduced, with the effect of giving great liveliness to what, in less skilful hands, would have been in danger at times of falling to the level of a dry abstract disquisition.	[549, 488, 721, 583]
court-before: (Before W. H. Pearson, Esq., J.P.)	[957, 187, 1056, 196]
paragraph: Mr Pratt then moved the following resolution:—'That in the opinion of this meeting the action of the Government in refusing to furnish plans and specifications of the Winton railway extension, for inspection at Invercargill, is calculated to exclude a large number of persons from competition, and materially to increase the cost of construction of the line.' This resolution Mr Pratt supported by pointing out that local contractors, from their knowledge of the country, and the various facilities which they possessed for estimating the cost of local works, as well as advantages in the way of familiarity with the labor market, almost uniformly sent in the lowest offers. Every facility should therefore be given them.	[909, 533, 1104, 628]
divider	[20, 58, 172, 59]
